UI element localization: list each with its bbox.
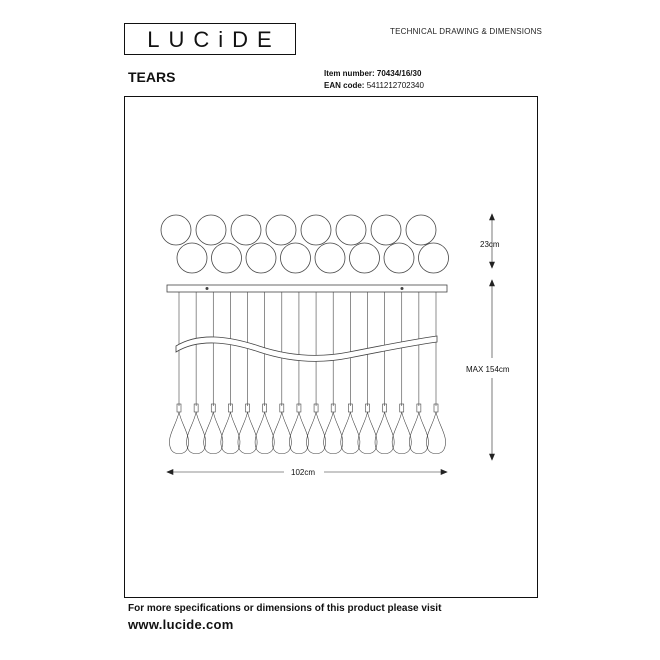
item-number-value: 70434/16/30 — [376, 69, 422, 78]
dimension-height-max-label: MAX 154cm — [466, 365, 510, 374]
globe-top-row — [161, 215, 191, 245]
mounting-point — [206, 287, 208, 289]
pendant-lights — [169, 287, 445, 453]
globe-top-row — [336, 215, 366, 245]
globe-top-row — [196, 215, 226, 245]
teardrop-bulb — [272, 412, 291, 454]
teardrop-bulb — [341, 412, 360, 454]
teardrop-bulb — [306, 412, 325, 454]
brand-logo — [124, 23, 296, 55]
footer-website-link[interactable]: www.lucide.com — [128, 617, 234, 632]
teardrop-bulb — [409, 412, 428, 454]
ean-code-label: EAN code: — [324, 81, 365, 90]
teardrop-bulb — [204, 412, 223, 454]
item-number-row — [324, 69, 421, 78]
document-type: TECHNICAL DRAWING & DIMENSIONS — [390, 27, 543, 36]
globe-bottom-row — [246, 243, 276, 273]
dimension-width-label: 102cm — [291, 468, 316, 477]
footer-note: For more specifications or dimensions of this product please visit — [128, 603, 442, 614]
technical-drawing — [124, 96, 538, 598]
teardrop-bulb — [169, 412, 188, 454]
teardrop-bulb — [221, 412, 240, 454]
ean-code-row — [324, 81, 424, 90]
globe-bottom-row — [281, 243, 311, 273]
globe-bottom-row — [384, 243, 414, 273]
teardrop-bulb — [375, 412, 394, 454]
teardrop-bulb — [324, 412, 343, 454]
wave-band — [176, 336, 437, 361]
globe-top-row — [231, 215, 261, 245]
globe-top-row — [371, 215, 401, 245]
top-view-globes — [161, 215, 449, 273]
teardrop-bulb — [358, 412, 377, 454]
teardrop-bulb — [255, 412, 274, 454]
globe-top-row — [266, 215, 296, 245]
product-name: TEARS — [128, 69, 176, 85]
globe-bottom-row — [350, 243, 380, 273]
globe-top-row — [301, 215, 331, 245]
globe-bottom-row — [315, 243, 345, 273]
teardrop-bulb — [187, 412, 206, 454]
dimension-height-top-label: 23cm — [480, 240, 500, 249]
teardrop-bulb — [392, 412, 411, 454]
globe-bottom-row — [419, 243, 449, 273]
ceiling-bar — [167, 285, 447, 292]
globe-top-row — [406, 215, 436, 245]
globe-bottom-row — [177, 243, 207, 273]
mounting-point — [401, 287, 403, 289]
teardrop-bulb — [289, 412, 308, 454]
globe-bottom-row — [212, 243, 242, 273]
item-number-label: Item number: — [324, 69, 375, 78]
brand-logo-text: LUCiDE — [147, 27, 281, 52]
teardrop-bulb — [426, 412, 445, 454]
teardrop-bulb — [238, 412, 257, 454]
ean-code-value: 5411212702340 — [366, 81, 424, 90]
